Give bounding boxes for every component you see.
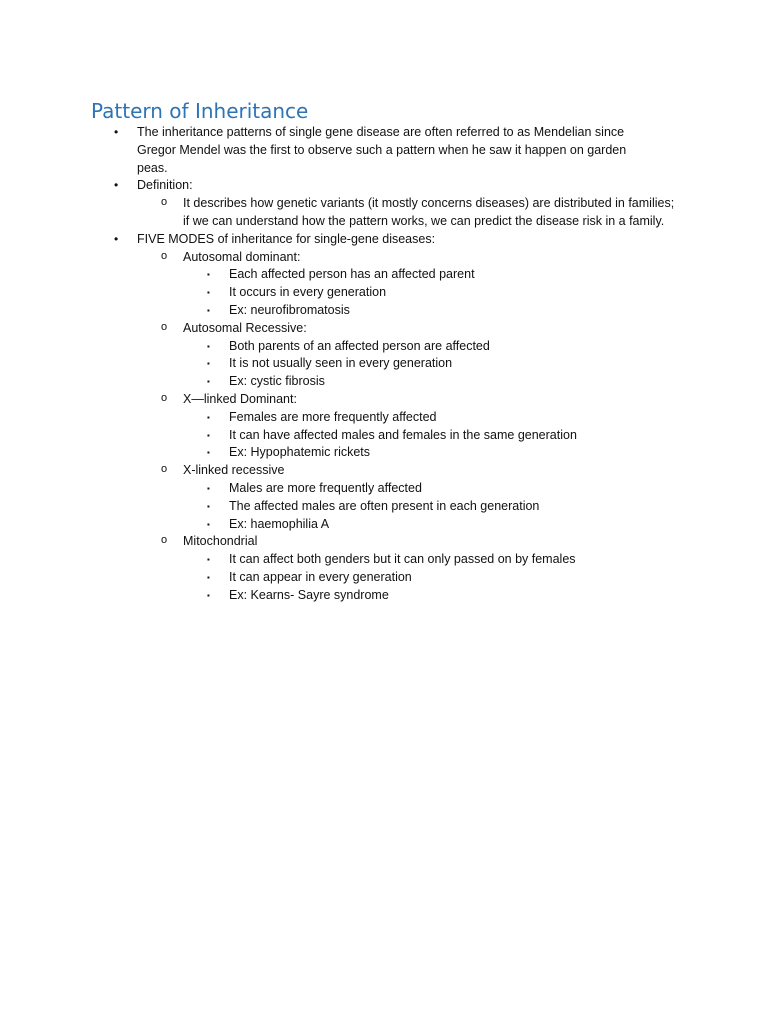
sub-list-item-text: It describes how genetic variants (it mostly concerns diseases) are distributed in families; if we can understand how the pattern works, we can predict the disease risk in a family. (183, 196, 675, 228)
list-item (0, 231, 768, 605)
square-bullet-marker: ▪ (207, 359, 210, 369)
sub-list-item (137, 533, 768, 604)
sub-sub-list (183, 480, 768, 533)
sub-sub-list-item (183, 569, 768, 587)
sub-list-item (137, 249, 768, 320)
sub-sub-list-item-text: Males are more frequently affected (229, 480, 422, 495)
sub-sub-list-item-text: It can appear in every generation (229, 569, 412, 584)
sub-sub-list-item-text: It is not usually seen in every generation (229, 356, 453, 371)
sub-bullet-marker: o (161, 320, 168, 333)
sub-sub-list-item-text: Ex: Hypophatemic rickets (229, 445, 371, 460)
list-item (0, 177, 768, 230)
sub-sub-list-item-text: It can have affected males and females in the same generation (229, 427, 577, 442)
sub-sub-list-item (183, 498, 768, 516)
square-bullet-marker: ▪ (207, 288, 210, 298)
sub-list-item (137, 462, 768, 533)
list-item-text: FIVE MODES of inheritance for single-gene diseases: (137, 231, 436, 246)
sub-sub-list-item-text: Each affected person has an affected parent (229, 267, 475, 282)
sub-sub-list-item-text: It occurs in every generation (229, 285, 387, 300)
square-bullet-marker: ▪ (207, 430, 210, 440)
sub-bullet-marker: o (161, 534, 168, 547)
sub-sub-list-item-text: Ex: Kearns- Sayre syndrome (229, 587, 389, 602)
square-bullet-marker: ▪ (207, 572, 210, 582)
sub-list-item-text: X-linked recessive (183, 463, 285, 478)
sub-sub-list-item-text: Both parents of an affected person are affected (229, 338, 490, 353)
bullet-marker: • (114, 125, 119, 139)
sub-list-item (137, 195, 768, 231)
sub-sub-list (183, 409, 768, 462)
sub-sub-list-item (183, 266, 768, 284)
sub-sub-list-item-text: It can affect both genders but it can only passed on by females (229, 552, 576, 567)
sub-sub-list-item (183, 480, 768, 498)
bullet-marker: • (114, 231, 119, 246)
sub-bullet-marker: o (161, 463, 168, 476)
sub-list-item-text: X—linked Dominant: (183, 391, 297, 406)
sub-sub-list-item (183, 427, 768, 445)
sub-bullet-marker: o (161, 196, 168, 209)
sub-bullet-marker: o (161, 391, 168, 404)
sub-sub-list (183, 338, 768, 391)
square-bullet-marker: ▪ (207, 412, 210, 422)
sub-sub-list-item-text: Ex: haemophilia A (229, 516, 330, 531)
square-bullet-marker: ▪ (207, 341, 210, 351)
sub-sub-list-item (183, 284, 768, 302)
sub-bullet-marker: o (161, 249, 168, 262)
sub-sub-list-item-text: Ex: neurofibromatosis (229, 302, 350, 317)
square-bullet-marker: ▪ (207, 590, 210, 600)
square-bullet-marker: ▪ (207, 448, 210, 458)
sub-list-item-text: Autosomal Recessive: (183, 320, 307, 335)
square-bullet-marker: ▪ (207, 501, 210, 511)
list-item (0, 124, 768, 177)
sub-list-item-text: Mitochondrial (183, 534, 258, 549)
list-item-text: Definition: (137, 178, 193, 193)
square-bullet-marker: ▪ (207, 377, 210, 387)
sub-sub-list-item (183, 587, 768, 605)
sub-sub-list-item (183, 338, 768, 356)
sub-sub-list-item (183, 355, 768, 373)
sub-list-item-text: Autosomal dominant: (183, 249, 301, 264)
sub-list (137, 249, 768, 605)
sub-sub-list-item-text: Females are more frequently affected (229, 409, 437, 424)
sub-sub-list (183, 266, 768, 319)
sub-sub-list-item (183, 444, 768, 462)
sub-sub-list-item (183, 516, 768, 534)
page-title: Pattern of Inheritance (91, 99, 309, 123)
sub-list (137, 195, 768, 231)
sub-sub-list-item (183, 302, 768, 320)
square-bullet-marker: ▪ (207, 555, 210, 565)
document-body (0, 124, 768, 605)
sub-list-item (137, 320, 768, 391)
square-bullet-marker: ▪ (207, 270, 210, 280)
list-item-text: The inheritance patterns of single gene disease are often referred to as Mendelian since Gregor Mendel was the first to observe such a pattern when he saw it happen on garden peas. (137, 125, 627, 175)
sub-sub-list-item-text: The affected males are often present in each generation (229, 498, 540, 513)
bullet-marker: • (114, 178, 119, 193)
square-bullet-marker: ▪ (207, 483, 210, 493)
sub-sub-list-item (183, 373, 768, 391)
sub-sub-list-item-text: Ex: cystic fibrosis (229, 374, 325, 389)
sub-sub-list-item (183, 551, 768, 569)
square-bullet-marker: ▪ (207, 305, 210, 315)
sub-sub-list (183, 551, 768, 604)
sub-list-item (137, 391, 768, 462)
bullet-list (0, 124, 768, 605)
sub-sub-list-item (183, 409, 768, 427)
square-bullet-marker: ▪ (207, 519, 210, 529)
